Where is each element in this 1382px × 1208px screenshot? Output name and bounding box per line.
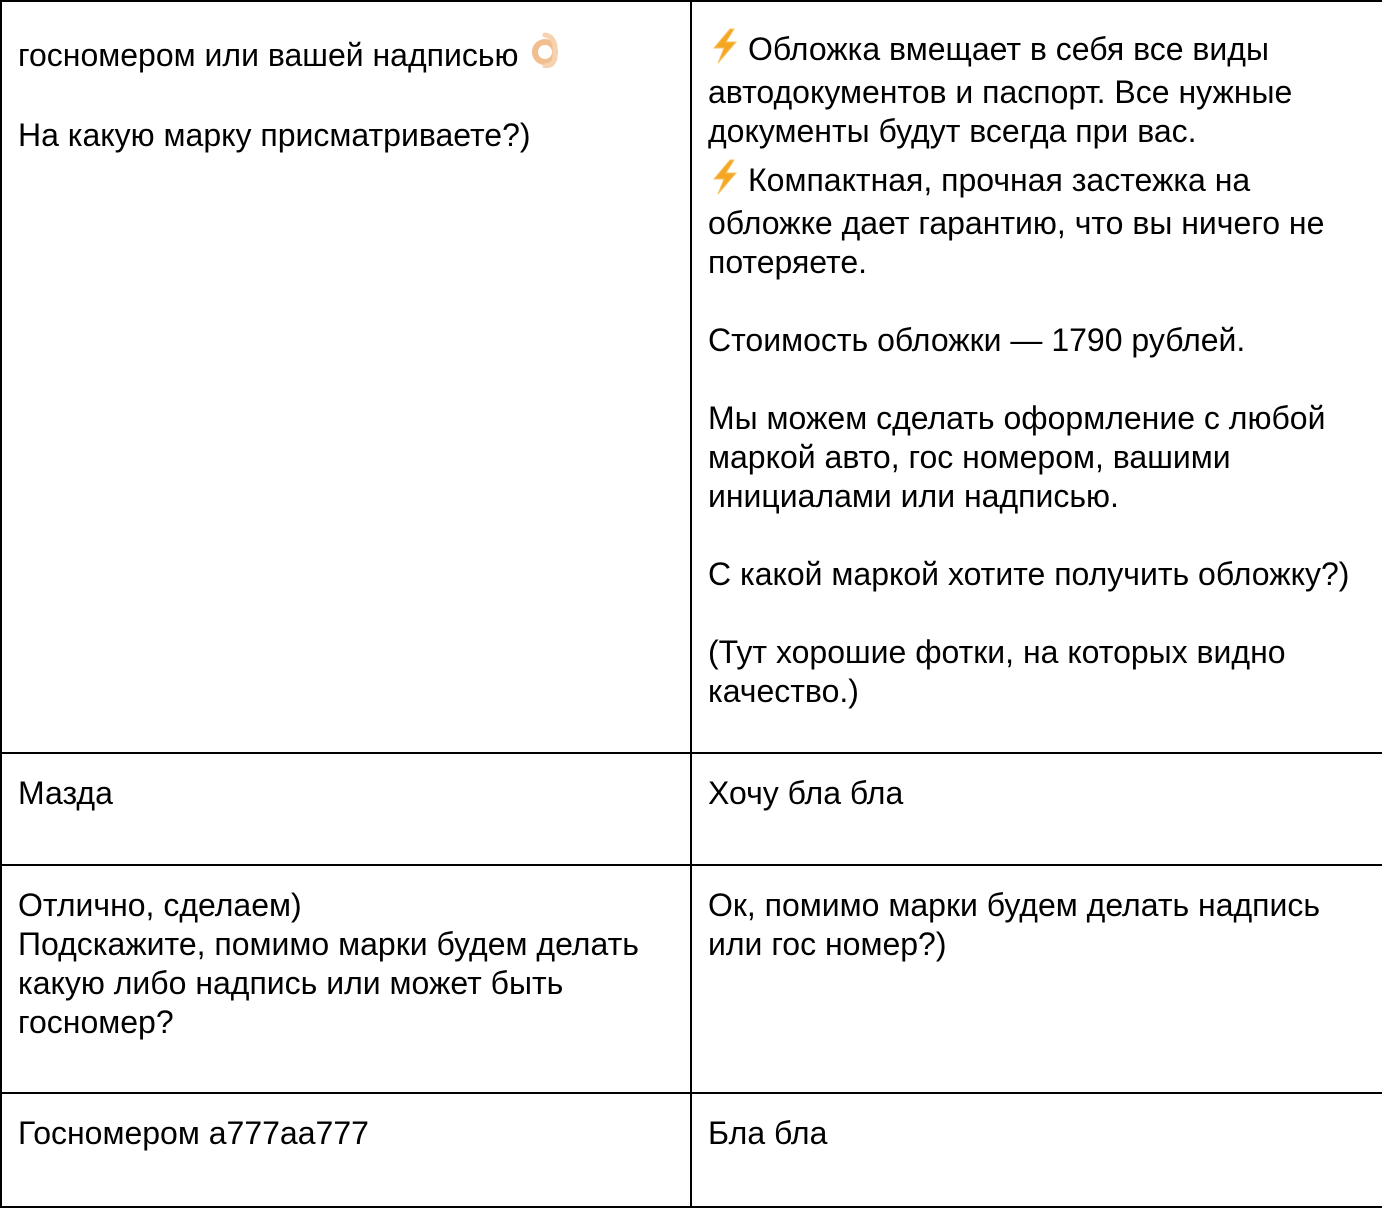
table-row [1,1093,1382,1207]
reply-text: Бла бла [708,1115,828,1151]
text-line: На какую марку присматриваете?) [18,117,531,153]
reply-text: Госномером а777аа777 [18,1115,369,1151]
blank-line [708,360,1368,399]
bullet-paragraph [708,159,1368,282]
note-text: (Тут хорошие фотки, на которых видно качество.) [708,634,1286,709]
table-cell-right[interactable] [691,753,1382,865]
lightning-bolt-icon [708,28,742,73]
table-cell-left[interactable] [1,1,691,753]
blank-line [18,77,676,116]
table-cell-left[interactable] [1,865,691,1093]
text-line [18,32,676,77]
customization-text: Мы можем сделать оформление с любой маркой авто, гос номером, вашими инициалами или надписью. [708,400,1326,514]
question-text: С какой маркой хотите получить обложку?) [708,556,1350,592]
table-row [1,1,1382,753]
price-text: Стоимость обложки — 1790 рублей. [708,322,1246,358]
reply-text: Хочу бла бла [708,775,904,811]
bullet-text: Обложка вмещает в себя все виды автодокументов и паспорт. Все нужные документы будут всегда при вас. [708,31,1293,149]
blank-line [708,282,1368,321]
table-row [1,753,1382,865]
table-cell-right[interactable] [691,1,1382,753]
text-line: Отлично, сделаем) [18,887,302,923]
ok-hand-emoji-icon [531,32,565,77]
lightning-bolt-icon [708,159,742,204]
table-cell-left[interactable] [1,1093,691,1207]
bullet-paragraph [708,28,1368,151]
blank-line [708,516,1368,555]
blank-line [708,594,1368,633]
text-line: Подскажите, помимо марки будем делать какую либо надпись или может быть госномер? [18,926,639,1040]
table-cell-left[interactable] [1,753,691,865]
reply-text: Ок, помимо марки будем делать надпись или гос номер?) [708,887,1321,962]
table-cell-right[interactable] [691,1093,1382,1207]
table-row [1,865,1382,1093]
table-cell-right[interactable] [691,865,1382,1093]
reply-text: Мазда [18,775,113,811]
text-fragment: госномером или вашей надписью [18,37,519,73]
bullet-text: Компактная, прочная застежка на обложке дает гарантию, что вы ничего не потеряете. [708,162,1325,280]
